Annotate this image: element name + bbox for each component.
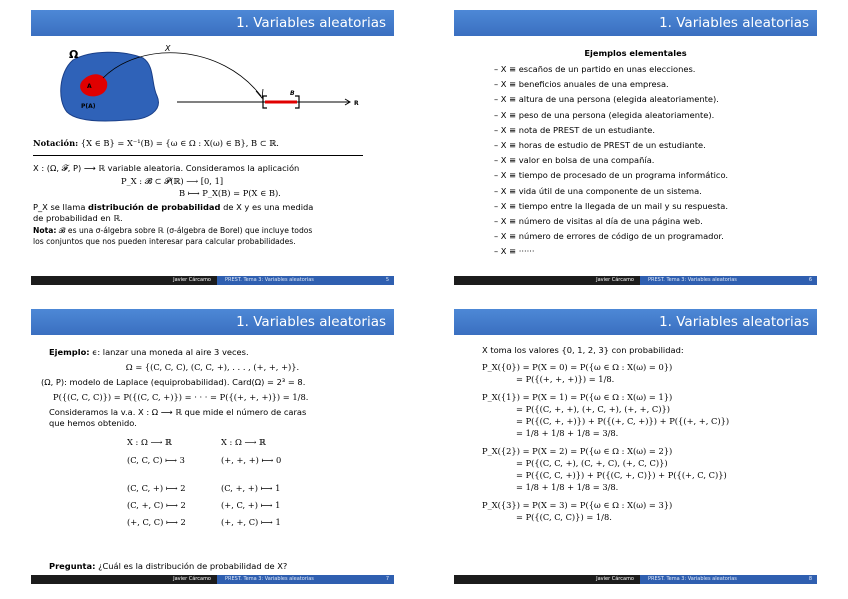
formula-line: = 1/8 + 1/8 + 1/8 = 3/8. xyxy=(516,428,619,438)
question-line: Pregunta: ¿Cuál es la distribución de probabilidad de X? xyxy=(49,561,288,571)
footer-author: Javier Cárcamo xyxy=(596,277,634,283)
mapping-row: (+, +, C) ⟼ 1 xyxy=(221,517,281,527)
divider xyxy=(33,155,363,156)
footer-author: Javier Cárcamo xyxy=(173,277,211,283)
list-item: – X ≡ beneficios anuales de una empresa. xyxy=(494,79,669,90)
formula-line: = P({(+, +, +)}) = 1/8. xyxy=(516,374,615,384)
r-label: R xyxy=(354,100,359,107)
omega-label: Ω xyxy=(69,48,79,61)
mapping-header: X : Ω ⟶ ℝ xyxy=(127,437,172,447)
formula-line: = P({(C, C, C)}) = 1/8. xyxy=(516,512,612,522)
formula-line: P_X({1}) = P(X = 1) = P({ω ∈ Ω : X(ω) = 1}) xyxy=(482,392,673,402)
slide-footer xyxy=(454,575,817,584)
omega-set xyxy=(61,52,159,121)
list-item: – X ≡ altura de una persona (elegida aleatoriamente). xyxy=(494,94,719,105)
slide-footer xyxy=(454,276,817,285)
list-item: – X ≡ vida útil de una componente de un sistema. xyxy=(494,185,702,196)
random-variable-diagram xyxy=(31,38,394,138)
page-number: 7 xyxy=(385,576,389,582)
mapping-row: (+, C, +) ⟼ 1 xyxy=(221,500,281,510)
a-label: A xyxy=(87,83,92,90)
list-heading: Ejemplos elementales xyxy=(584,48,687,58)
formula-line: = P({(C, C, +), (C, +, C), (+, C, C)}) xyxy=(516,458,668,468)
formula-line: P({(C, C, C)}) = P({(C, C, +)}) = · · · = P({(+, +, +)}) = 1/8. xyxy=(53,392,309,402)
footer-author: Javier Cárcamo xyxy=(596,576,634,582)
list-item: – X ≡ escaños de un partido en unas elecciones. xyxy=(494,64,696,74)
slide-header xyxy=(31,309,394,335)
formula-line: = 1/8 + 1/8 + 1/8 = 3/8. xyxy=(516,482,619,492)
formula-line: Ω = {(C, C, C), (C, C, +), . . . , (+, +, +)}. xyxy=(125,362,300,372)
slide-footer xyxy=(31,276,394,285)
x-label: X xyxy=(165,44,171,53)
slide-title: 1. Variables aleatorias xyxy=(236,15,386,31)
text-line: P_X se llama distribución de probabilidad de X y es una medida xyxy=(33,202,314,212)
mapping-row: (C, C, C) ⟼ 3 xyxy=(127,455,185,465)
footer-title: PREST. Tema 3: Variables aleatorias xyxy=(648,576,737,582)
list-item: – X ≡ ······ xyxy=(494,246,535,257)
formula-line: P_X({0}) = P(X = 0) = P({ω ∈ Ω : X(ω) = 0}) xyxy=(482,362,673,372)
example-line: Ejemplo: ϵ: lanzar una moneda al aire 3 veces. xyxy=(49,347,249,357)
list-item: – X ≡ tiempo entre la llegada de un mail y su respuesta. xyxy=(494,200,729,211)
slide-title: 1. Variables aleatorias xyxy=(236,314,386,330)
text-line: que hemos obtenido. xyxy=(49,418,137,428)
mapping-header: X : Ω ⟶ ℝ xyxy=(221,437,266,447)
b-label: B xyxy=(290,90,295,97)
page-number: 8 xyxy=(808,576,812,582)
slide-header xyxy=(454,309,817,335)
footer-title: PREST. Tema 3: Variables aleatorias xyxy=(648,277,737,283)
slide-6 xyxy=(454,10,817,285)
formula-line: = P({(C, +, +), (+, C, +), (+, +, C)}) xyxy=(516,404,670,414)
formula-line: P_X : 𝓑 ⊂ 𝓟(ℝ) ⟶ [0, 1] xyxy=(121,176,224,186)
slide-title: 1. Variables aleatorias xyxy=(659,15,809,31)
text-line: de probabilidad en ℝ. xyxy=(33,213,123,223)
text-line: Consideramos la v.a. X : Ω ⟶ ℝ que mide el número de caras xyxy=(49,407,307,417)
formula-line: = P({(C, +, +)}) + P({(+, C, +)}) + P({(+, +, C)}) xyxy=(516,416,730,426)
formula-line: B ⟼ P_X(B) = P(X ∈ B). xyxy=(179,188,281,198)
slide-title: 1. Variables aleatorias xyxy=(659,314,809,330)
slide-header xyxy=(454,10,817,36)
slide-header xyxy=(31,10,394,36)
intro-line: X toma los valores {0, 1, 2, 3} con probabilidad: xyxy=(482,345,684,355)
note-line: Nota: 𝓑 es una σ-álgebra sobre ℝ (σ-álgebra de Borel) que incluye todos xyxy=(33,226,313,235)
formula-line: = P({(C, C, +)}) + P({(C, +, C)}) + P({(+, C, C)}) xyxy=(516,470,727,480)
footer-author: Javier Cárcamo xyxy=(173,576,211,582)
formula-line: P_X({2}) = P(X = 2) = P({ω ∈ Ω : X(ω) = 2}) xyxy=(482,446,673,456)
slide-5 xyxy=(31,10,394,285)
page-number: 5 xyxy=(385,277,389,283)
list-item: – X ≡ nota de PREST de un estudiante. xyxy=(494,124,656,135)
text-line: (Ω, P): modelo de Laplace (equiprobabilidad). Card(Ω) = 2³ = 8. xyxy=(41,377,306,387)
slide-7 xyxy=(31,309,394,584)
mapping-row: (C, C, +) ⟼ 2 xyxy=(127,483,186,493)
footer-title: PREST. Tema 3: Variables aleatorias xyxy=(225,576,314,582)
mapping-row: (+, C, C) ⟼ 2 xyxy=(127,517,186,527)
list-item: – X ≡ horas de estudio de PREST de un estudiante. xyxy=(494,140,706,150)
mapping-row: (C, +, +) ⟼ 1 xyxy=(221,483,281,493)
text-line: X : (Ω, 𝓕, P) ⟶ ℝ variable aleatoria. Consideramos la aplicación xyxy=(33,163,300,173)
list-item: – X ≡ número de errores de código de un programador. xyxy=(494,231,724,242)
list-item: – X ≡ peso de una persona (elegida aleatoriamente). xyxy=(494,109,715,120)
pa-label: P(A) xyxy=(81,103,96,110)
footer-title: PREST. Tema 3: Variables aleatorias xyxy=(225,277,314,283)
list-item: – X ≡ valor en bolsa de una compañía. xyxy=(494,155,655,166)
mapping-row: (C, +, C) ⟼ 2 xyxy=(127,500,186,510)
slide-8 xyxy=(454,309,817,584)
notation-line: Notación: {X ∈ B} = X⁻¹(B) = {ω ∈ Ω : X(ω) ∈ B}, B ⊂ ℝ. xyxy=(33,138,279,148)
page-number: 6 xyxy=(808,277,812,283)
list-item: – X ≡ tiempo de procesado de un programa informático. xyxy=(494,170,729,181)
slide-footer xyxy=(31,575,394,584)
list-item: – X ≡ número de visitas al día de una página web. xyxy=(494,216,703,226)
note-line: los conjuntos que nos pueden interesar para calcular probabilidades. xyxy=(33,237,296,246)
formula-line: P_X({3}) = P(X = 3) = P({ω ∈ Ω : X(ω) = 3}) xyxy=(482,500,673,510)
mapping-row: (+, +, +) ⟼ 0 xyxy=(221,455,282,465)
